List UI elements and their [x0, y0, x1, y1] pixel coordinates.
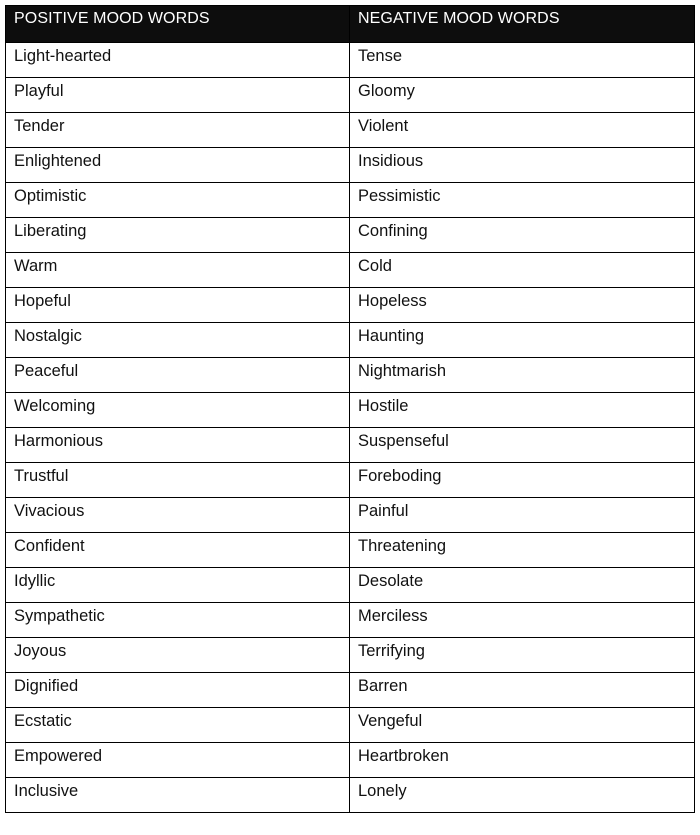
positive-word-cell: Vivacious: [6, 498, 350, 533]
mood-words-table-container: [5, 5, 695, 813]
table-row: [6, 148, 695, 183]
table-row: [6, 533, 695, 568]
negative-word-cell: Violent: [350, 113, 695, 148]
table-row: [6, 603, 695, 638]
table-row: [6, 498, 695, 533]
positive-word-cell: Playful: [6, 78, 350, 113]
positive-word-cell: Tender: [6, 113, 350, 148]
negative-word-cell: Suspenseful: [350, 428, 695, 463]
negative-word-cell: Threatening: [350, 533, 695, 568]
positive-word-cell: Enlightened: [6, 148, 350, 183]
positive-word-cell: Hopeful: [6, 288, 350, 323]
table-row: [6, 183, 695, 218]
positive-word-cell: Sympathetic: [6, 603, 350, 638]
negative-word-cell: Tense: [350, 43, 695, 78]
positive-word-cell: Idyllic: [6, 568, 350, 603]
negative-word-cell: Pessimistic: [350, 183, 695, 218]
header-positive-mood-words: POSITIVE MOOD WORDS: [6, 6, 350, 43]
negative-word-cell: Confining: [350, 218, 695, 253]
negative-word-cell: Terrifying: [350, 638, 695, 673]
positive-word-cell: Liberating: [6, 218, 350, 253]
negative-word-cell: Insidious: [350, 148, 695, 183]
table-row: [6, 218, 695, 253]
positive-word-cell: Warm: [6, 253, 350, 288]
negative-word-cell: Vengeful: [350, 708, 695, 743]
positive-word-cell: Confident: [6, 533, 350, 568]
negative-word-cell: Foreboding: [350, 463, 695, 498]
table-row: [6, 253, 695, 288]
positive-word-cell: Ecstatic: [6, 708, 350, 743]
negative-word-cell: Barren: [350, 673, 695, 708]
negative-word-cell: Gloomy: [350, 78, 695, 113]
positive-word-cell: Nostalgic: [6, 323, 350, 358]
positive-word-cell: Inclusive: [6, 778, 350, 813]
positive-word-cell: Light-hearted: [6, 43, 350, 78]
positive-word-cell: Empowered: [6, 743, 350, 778]
negative-word-cell: Heartbroken: [350, 743, 695, 778]
positive-word-cell: Dignified: [6, 673, 350, 708]
negative-word-cell: Nightmarish: [350, 358, 695, 393]
positive-word-cell: Optimistic: [6, 183, 350, 218]
table-row: [6, 708, 695, 743]
mood-words-table: [5, 5, 695, 813]
negative-word-cell: Cold: [350, 253, 695, 288]
table-body: [6, 43, 695, 813]
table-row: [6, 568, 695, 603]
positive-word-cell: Harmonious: [6, 428, 350, 463]
negative-word-cell: Lonely: [350, 778, 695, 813]
table-row: [6, 743, 695, 778]
positive-word-cell: Peaceful: [6, 358, 350, 393]
table-row: [6, 638, 695, 673]
negative-word-cell: Merciless: [350, 603, 695, 638]
table-row: [6, 393, 695, 428]
table-row: [6, 358, 695, 393]
table-row: [6, 43, 695, 78]
table-row: [6, 428, 695, 463]
table-row: [6, 463, 695, 498]
positive-word-cell: Trustful: [6, 463, 350, 498]
table-row: [6, 778, 695, 813]
negative-word-cell: Hostile: [350, 393, 695, 428]
positive-word-cell: Welcoming: [6, 393, 350, 428]
negative-word-cell: Desolate: [350, 568, 695, 603]
negative-word-cell: Haunting: [350, 323, 695, 358]
table-row: [6, 113, 695, 148]
header-negative-mood-words: NEGATIVE MOOD WORDS: [350, 6, 695, 43]
table-row: [6, 673, 695, 708]
table-header-row: [6, 6, 695, 43]
negative-word-cell: Painful: [350, 498, 695, 533]
table-row: [6, 323, 695, 358]
positive-word-cell: Joyous: [6, 638, 350, 673]
negative-word-cell: Hopeless: [350, 288, 695, 323]
table-row: [6, 288, 695, 323]
table-row: [6, 78, 695, 113]
